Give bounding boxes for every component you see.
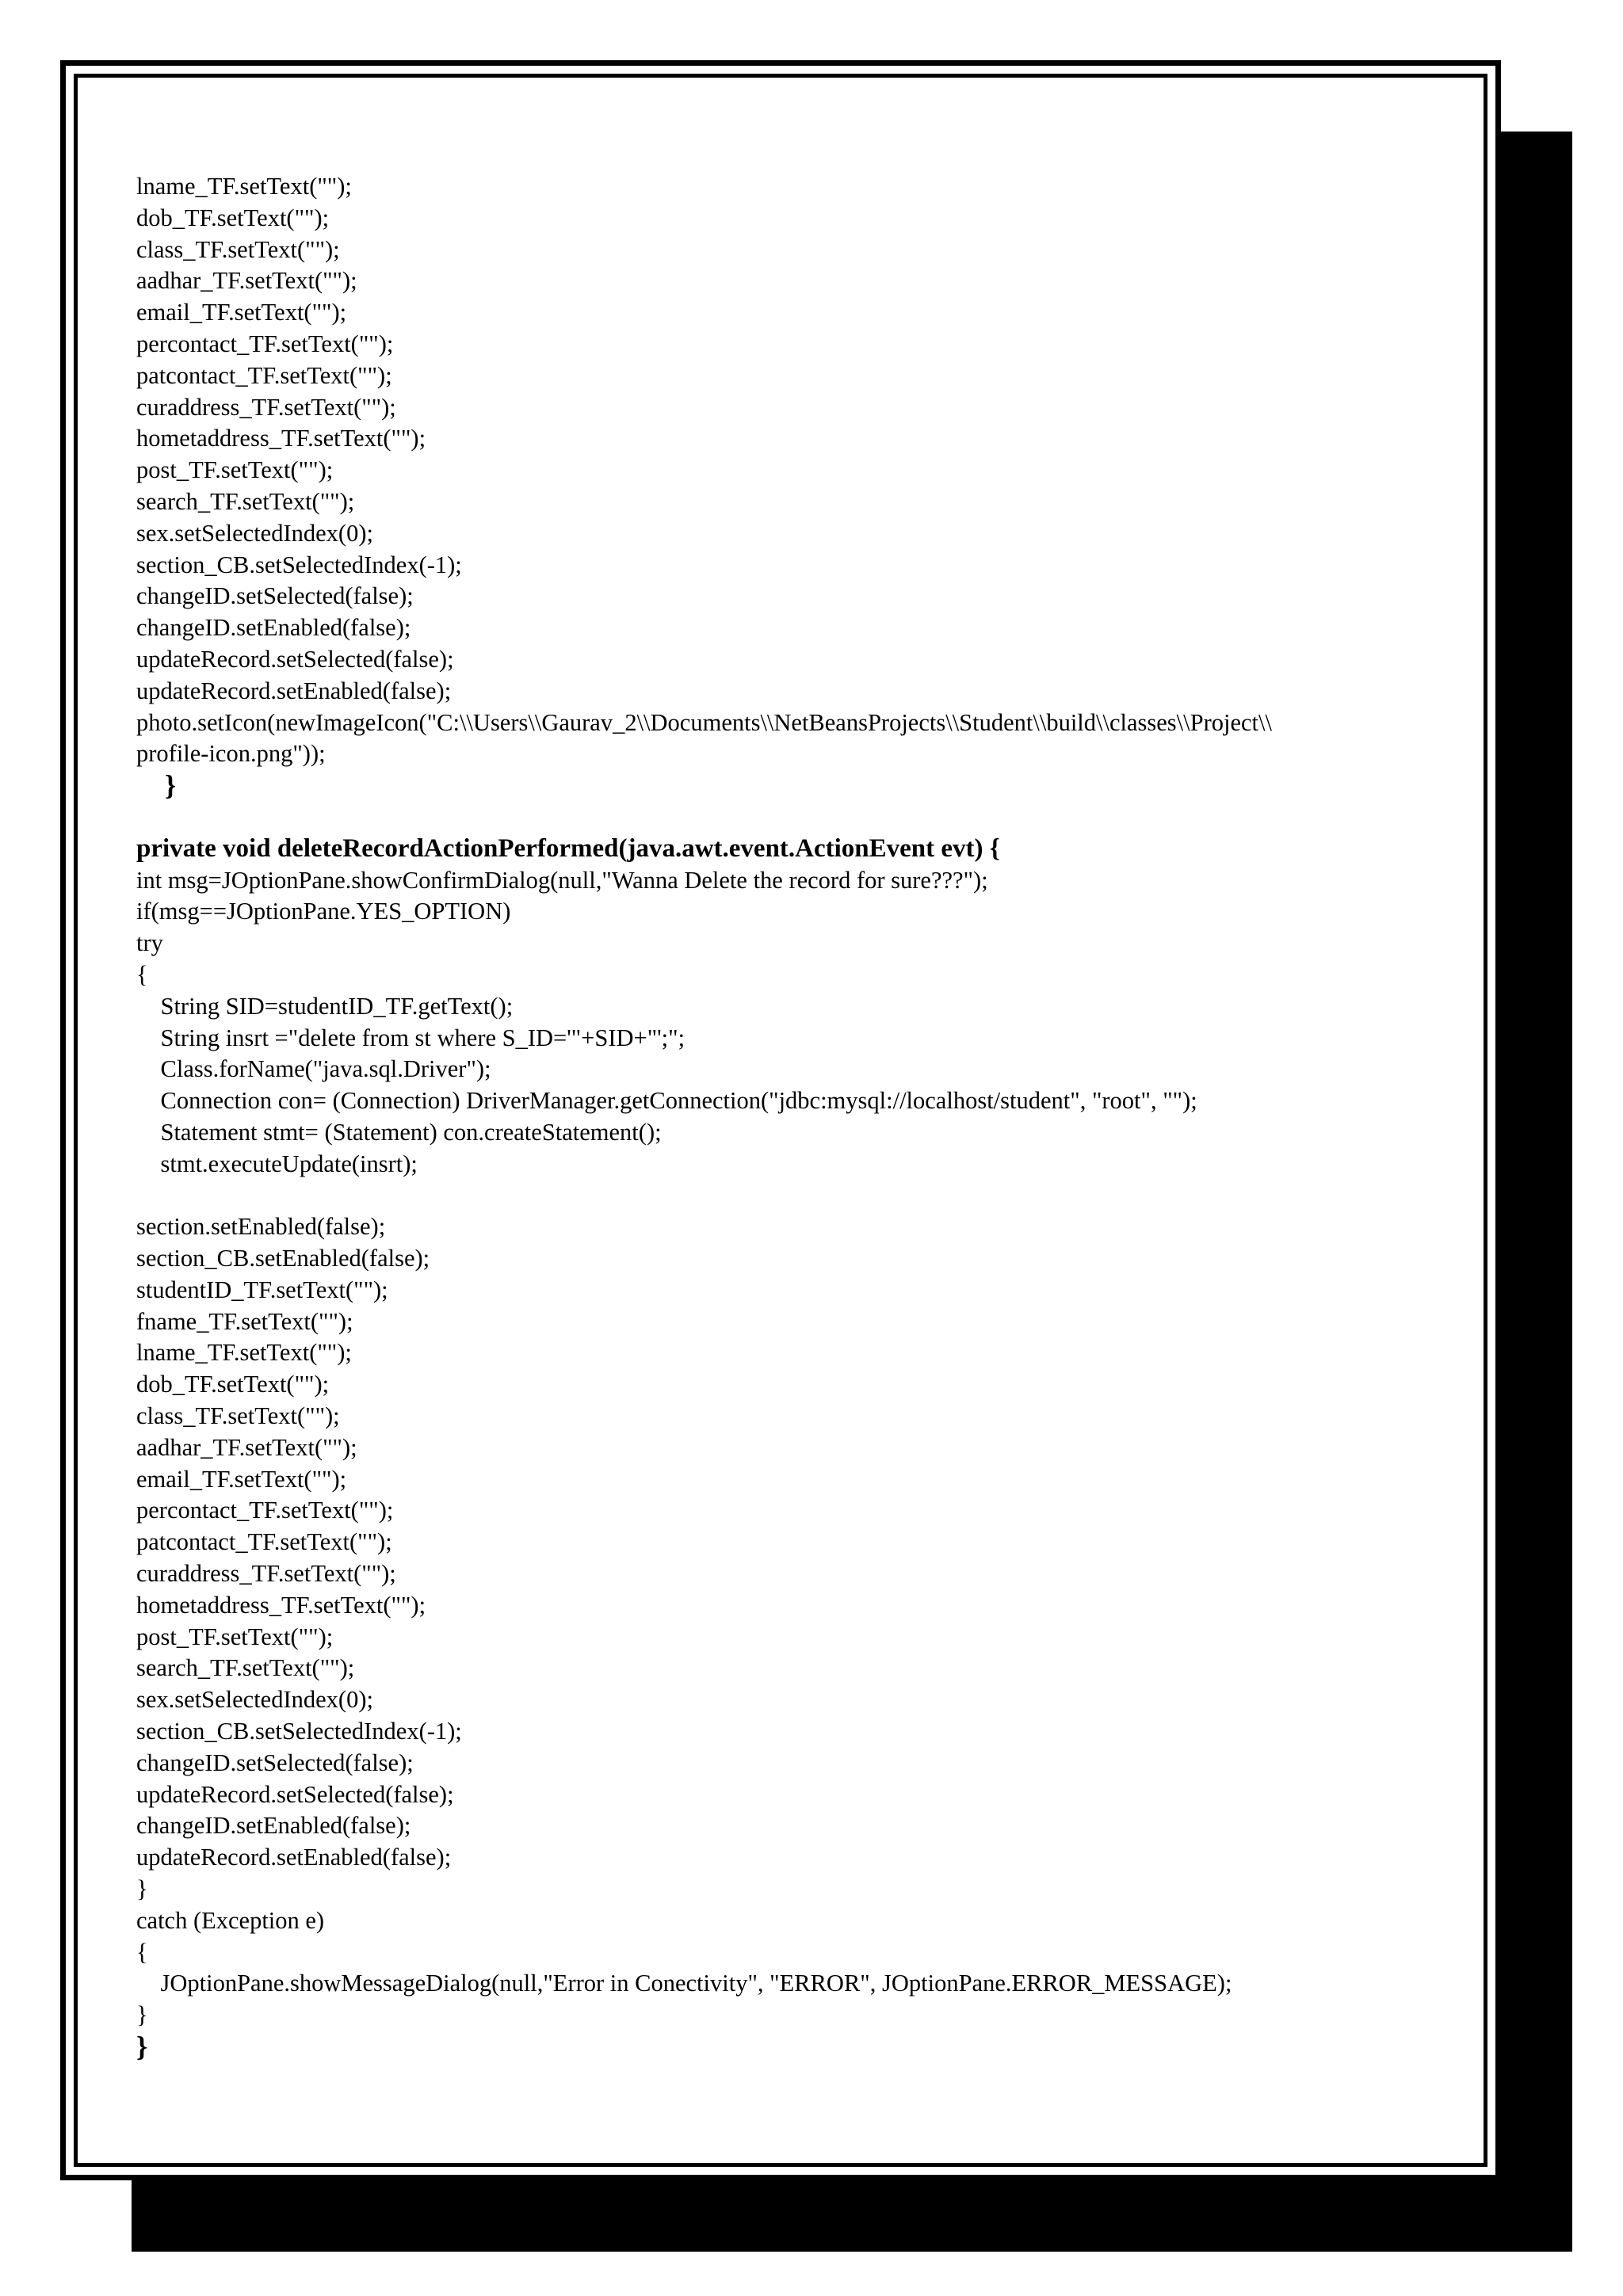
code-line: String insrt ="delete from st where S_ID='"+SID+"';"; (136, 1024, 685, 1051)
code-line: photo.setIcon(newImageIcon("C:\\Users\\Gaurav_2\\Documents\\NetBeansProjects\\Student\\build\\classes\\Project\\ (136, 708, 1272, 736)
code-line: sex.setSelectedIndex(0); (136, 519, 373, 547)
code-line: section.setEnabled(false); (136, 1213, 386, 1241)
code-line: aadhar_TF.setText(""); (136, 1433, 357, 1461)
code-line (136, 1180, 1436, 1212)
code-line: updateRecord.setEnabled(false); (136, 1844, 452, 1871)
code-line: { (136, 960, 148, 988)
code-line: curaddress_TF.setText(""); (136, 1560, 396, 1588)
code-listing (136, 171, 1436, 2063)
code-line: lname_TF.setText(""); (136, 1339, 352, 1367)
code-line: String SID=studentID_TF.getText(); (136, 992, 514, 1020)
code-line: studentID_TF.setText(""); (136, 1276, 388, 1303)
code-line: Class.forName("java.sql.Driver"); (136, 1055, 491, 1083)
code-line: updateRecord.setSelected(false); (136, 645, 454, 673)
code-line (136, 802, 1436, 833)
code-line: int msg=JOptionPane.showConfirmDialog(null,"Wanna Delete the record for sure???"); (136, 866, 988, 894)
code-line: Statement stmt= (Statement) con.createStatement(); (136, 1118, 662, 1146)
code-line: email_TF.setText(""); (136, 299, 347, 326)
code-line: changeID.setSelected(false); (136, 1749, 414, 1776)
code-line: catch (Exception e) (136, 1906, 325, 1934)
code-line: section_CB.setSelectedIndex(-1); (136, 1718, 462, 1745)
code-line: changeID.setEnabled(false); (136, 1812, 411, 1840)
code-line: post_TF.setText(""); (136, 1623, 334, 1650)
code-line: profile-icon.png")); (136, 740, 326, 768)
code-line: updateRecord.setEnabled(false); (136, 677, 452, 704)
code-line: email_TF.setText(""); (136, 1465, 347, 1493)
code-line: try (136, 929, 163, 957)
code-line: updateRecord.setSelected(false); (136, 1780, 454, 1808)
code-line: changeID.setSelected(false); (136, 582, 414, 610)
code-line: post_TF.setText(""); (136, 456, 334, 484)
code-line: hometaddress_TF.setText(""); (136, 425, 426, 452)
code-line: lname_TF.setText(""); (136, 173, 352, 200)
code-line: aadhar_TF.setText(""); (136, 267, 357, 295)
code-line: percontact_TF.setText(""); (136, 1497, 394, 1524)
code-line: dob_TF.setText(""); (136, 1371, 330, 1398)
code-line: search_TF.setText(""); (136, 1654, 355, 1682)
code-line: { (136, 1938, 148, 1966)
code-line: } (136, 2001, 148, 2029)
code-line: percontact_TF.setText(""); (136, 330, 394, 357)
code-line: search_TF.setText(""); (136, 487, 355, 515)
code-line: } (136, 2031, 148, 2063)
code-line: } (136, 769, 177, 802)
code-line: if(msg==JOptionPane.YES_OPTION) (136, 898, 511, 925)
code-line: class_TF.setText(""); (136, 1402, 340, 1430)
code-line: hometaddress_TF.setText(""); (136, 1591, 426, 1619)
code-line: section_CB.setEnabled(false); (136, 1245, 430, 1272)
code-line: JOptionPane.showMessageDialog(null,"Error in Conectivity", "ERROR", JOptionPane.ERROR_MESSAGE); (136, 1970, 1232, 1997)
code-line: } (136, 1875, 148, 1903)
code-line: Connection con= (Connection) DriverManager.getConnection("jdbc:mysql://localhost/student", "root", ""); (136, 1087, 1197, 1115)
code-line: sex.setSelectedIndex(0); (136, 1686, 373, 1714)
code-line: section_CB.setSelectedIndex(-1); (136, 551, 462, 578)
code-line: patcontact_TF.setText(""); (136, 361, 392, 389)
code-line: class_TF.setText(""); (136, 235, 340, 263)
code-line: patcontact_TF.setText(""); (136, 1528, 392, 1556)
code-line: stmt.executeUpdate(insrt); (136, 1150, 418, 1177)
code-line: private void deleteRecordActionPerformed(java.awt.event.ActionEvent evt) { (136, 833, 1000, 863)
code-line: fname_TF.setText(""); (136, 1307, 353, 1335)
code-line: curaddress_TF.setText(""); (136, 393, 396, 421)
code-line: changeID.setEnabled(false); (136, 614, 411, 642)
code-line: dob_TF.setText(""); (136, 204, 330, 231)
